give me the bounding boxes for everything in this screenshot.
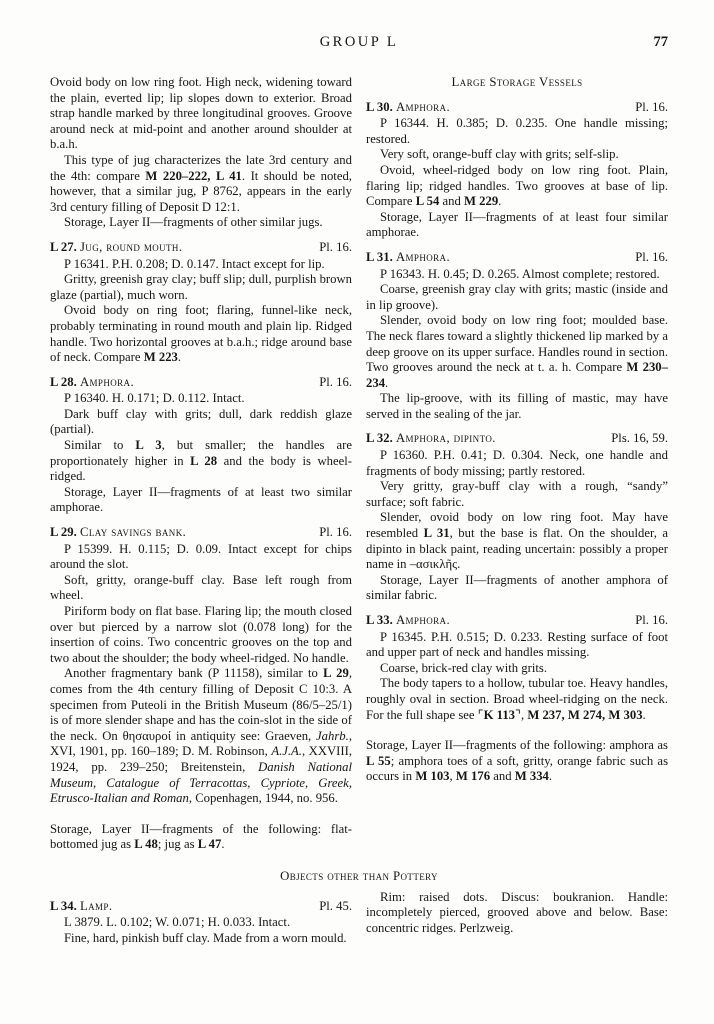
catalog-reference: K 113 — [483, 707, 516, 722]
left-column — [50, 75, 352, 853]
text-segment: Soft, gritty, orange-buff clay. Base left rough from wheel. — [50, 572, 352, 603]
catalog-entry-heading — [366, 100, 668, 116]
entry-number: L 32. — [366, 431, 396, 446]
text-segment: Slender, ovoid body on low ring foot; moulded base. The neck flares toward a slightly thickened lip marked by a deep groove on its upper surface. Handles round in section. Two grooves around the neck at t. a. h. Compare — [366, 313, 668, 375]
entry-title-group — [50, 525, 186, 541]
text-segment: P 16340. H. 0.171; D. 0.112. Intact. — [64, 391, 245, 406]
text-segment: Very soft, orange-buff clay with grits; self-slip. — [380, 147, 619, 162]
text-segment: Piriform body on flat base. Flaring lip; the mouth closed over but pierced by a narrow slot (0.078 long) for the insertion of coins. Two concentric grooves on the top and two about the shoulder; the body wheel-ridged. No handle. — [50, 604, 352, 665]
paragraph — [50, 573, 352, 604]
italic-citation: Danish National Museum, Catalogue of Terracottas, Cypriote, Greek, Etrusco-Italian and Roman — [50, 759, 352, 806]
entry-title-group — [366, 431, 496, 447]
paragraph — [50, 438, 352, 485]
paragraph — [366, 282, 668, 313]
plate-reference: Pl. 16. — [319, 239, 352, 254]
bottom-right-column — [366, 890, 668, 937]
entry-number: L 27. — [50, 239, 80, 254]
text-segment: Another fragmentary bank (P 11158), similar to — [64, 666, 324, 681]
catalog-reference: M 176 — [455, 769, 491, 784]
text-segment: , XXVIII, 1924, pp. 239–250; Breitenstein, — [50, 744, 352, 774]
catalog-reference: L 28 — [190, 453, 218, 468]
catalog-reference: M 230–234 — [366, 360, 668, 390]
text-segment: The lip-groove, with its filling of mastic, may have served in the sealing of the jar. — [366, 391, 668, 421]
text-segment: . — [498, 194, 502, 209]
section-heading: Large Storage Vessels — [451, 75, 583, 89]
text-segment: . — [221, 837, 225, 852]
text-segment: Fine, hard, pinkish buff clay. Made from a worn mould. — [64, 930, 347, 945]
entry-title-group — [366, 613, 450, 629]
text-segment: Storage, Layer II—fragments of at least four similar amphorae. — [366, 209, 668, 240]
paragraph — [50, 604, 352, 666]
text-segment: ; jug as — [157, 837, 198, 852]
catalog-reference: L 3 — [135, 438, 162, 453]
entry-title-group — [50, 240, 182, 256]
bottom-section — [50, 869, 668, 946]
text-segment: Ovoid body on ring foot; flaring, funnel-like neck, probably terminating in round mouth and plain lip. Ridged handle. Two horizontal grooves at b.a.h.; ridge around base of neck. Compare — [50, 303, 352, 365]
text-segment: The body tapers to a hollow, tubular toe. Heavy handles, roughly oval in section. Broad wheel-ridging on the neck. For the full shape see ⌜ — [366, 676, 668, 722]
text-segment: Dark buff clay with grits; dull, dark reddish glaze (partial). — [50, 406, 352, 437]
paragraph — [366, 163, 668, 210]
text-segment: . It should be noted, however, that a similar jug, P 8762, appears in the early 3rd century filling of Deposit D 12:1. — [50, 168, 352, 214]
text-segment: Storage, Layer II—fragments of at least two similar amphorae. — [50, 484, 352, 515]
entry-title: Clay savings bank. — [79, 525, 187, 540]
page-header — [50, 34, 668, 52]
text-segment: Ovoid, wheel-ridged body on low ring foot. Plain, flaring lip; ridged handles. Two grooves at base of lip. Compare — [366, 162, 668, 209]
paragraph — [366, 448, 668, 479]
catalog-reference: L 54 — [415, 194, 440, 209]
paragraph — [50, 391, 352, 407]
catalog-entry-heading — [50, 525, 352, 541]
italic-citation: A.J.A. — [271, 744, 302, 759]
text-segment: , but the base is flat. On the shoulder, a dipinto in black paint, reading uncertain: possibly a proper name in –ασικλῆς. — [366, 526, 669, 572]
catalog-reference: L 29 — [323, 666, 349, 681]
paragraph — [50, 75, 352, 153]
paragraph — [366, 210, 668, 241]
text-segment: P 16344. H. 0.385; D. 0.235. One handle missing; restored. — [366, 116, 668, 146]
paragraph — [50, 272, 352, 303]
paragraph — [366, 313, 668, 391]
running-title: GROUP L — [319, 34, 399, 50]
text-segment: L 3879. L. 0.102; W. 0.071; H. 0.033. Intact. — [64, 915, 291, 930]
text-segment: ; amphora toes of a soft, gritty, orange fabric such as occurs in — [366, 753, 669, 784]
text-segment: , XVI, 1901, pp. 160–189; D. M. Robinson, — [50, 728, 352, 759]
entry-title: Jug, round mouth. — [79, 239, 183, 254]
text-segment: Ovoid body on low ring foot. High neck, widening toward the plain, everted lip; lip slopes down to exterior. Broad strap handle marked by three longitudinal grooves. Groove around neck at mid-point and another around shoulder at b.a.h. — [50, 75, 352, 152]
paragraph — [366, 890, 668, 937]
text-segment: P 16343. H. 0.45; D. 0.265. Almost complete; restored. — [380, 266, 660, 281]
paragraph — [366, 479, 668, 510]
entry-title-group — [366, 100, 450, 116]
text-segment: This type of jug characterizes the late 3rd century and the 4th: compare — [50, 152, 352, 183]
text-segment: Similar to — [64, 438, 136, 453]
text-segment: and — [490, 769, 515, 784]
text-segment: Coarse, brick-red clay with grits. — [380, 660, 548, 675]
entry-number: L 28. — [50, 374, 80, 389]
paragraph — [50, 931, 352, 947]
text-segment: . — [177, 350, 182, 365]
italic-citation: Jahrb. — [316, 728, 349, 743]
entry-number: L 29. — [50, 525, 80, 540]
paragraph — [50, 153, 352, 215]
catalog-reference: M 223 — [143, 350, 178, 365]
text-segment: . — [385, 375, 389, 390]
text-segment: Storage, Layer II—fragments of another amphora of similar fabric. — [366, 572, 668, 603]
text-segment: and — [439, 194, 464, 209]
paragraph — [366, 116, 668, 147]
catalog-reference: M 334 — [514, 769, 549, 784]
catalog-reference: M 103 — [415, 769, 450, 784]
plate-reference: Pl. 16. — [635, 249, 668, 264]
entry-title: Amphora, dipinto. — [395, 431, 496, 446]
text-segment: . — [642, 707, 646, 722]
entry-title-group — [50, 899, 112, 915]
catalog-reference: L 48 — [134, 837, 158, 852]
paragraph — [50, 485, 352, 516]
plate-reference: Pls. 16, 59. — [611, 431, 668, 446]
paragraph — [366, 661, 668, 677]
text-segment: , but smaller; the handles are proportionately higher in — [50, 438, 353, 468]
catalog-entry-heading — [366, 431, 668, 447]
paragraph — [50, 542, 352, 573]
catalog-reference: M 220–222, L 41 — [145, 168, 242, 183]
entry-title: Amphora. — [79, 374, 135, 389]
entry-title: Amphora. — [395, 613, 451, 627]
text-segment: . — [548, 769, 553, 784]
text-segment: , Copenhagen, 1944, no. 956. — [188, 791, 338, 806]
catalog-entry-heading — [366, 613, 668, 629]
entry-number: L 30. — [366, 99, 396, 114]
paragraph — [50, 822, 352, 853]
entry-title-group — [366, 250, 450, 266]
text-segment: Very gritty, gray-buff clay with a rough, “sandy” surface; soft fabric. — [366, 479, 668, 509]
plate-reference: Pl. 45. — [319, 898, 352, 913]
paragraph — [366, 630, 668, 661]
paragraph — [366, 147, 668, 163]
text-segment: Storage, Layer II—fragments of the following: flat-bottomed jug as — [50, 821, 352, 852]
catalog-reference: L 31 — [423, 526, 450, 541]
entry-number: L 33. — [366, 613, 396, 627]
text-segment: Rim: raised dots. Discus: boukranion. Handle: incompletely pierced, grooved above and below. Base: concentric ridges. Perlzweig. — [366, 889, 668, 935]
text-segment: Gritty, greenish gray clay; buff slip; dull, purplish brown glaze (partial), much worn. — [50, 272, 352, 302]
text-segment: P 16360. P.H. 0.41; D. 0.304. Neck, one handle and fragments of body missing; partly restored. — [366, 448, 668, 478]
catalog-reference: M 237, M 274, M 303 — [527, 707, 643, 722]
paragraph — [366, 573, 668, 604]
entry-title: Amphora. — [395, 99, 451, 114]
text-segment: ⌝, — [515, 707, 528, 722]
text-segment: P 16341. P.H. 0.208; D. 0.147. Intact except for lip. — [64, 256, 325, 271]
right-column — [366, 75, 668, 785]
text-segment: P 16345. P.H. 0.515; D. 0.233. Resting surface of foot and upper part of neck and handles missing. — [366, 629, 668, 660]
main-columns — [50, 75, 668, 853]
paragraph — [50, 666, 352, 806]
bottom-columns — [50, 890, 668, 947]
paragraph — [50, 303, 352, 365]
catalog-entry-heading — [366, 250, 668, 266]
catalog-reference: L 47 — [197, 837, 222, 852]
catalog-entry-heading — [50, 899, 352, 915]
plate-reference: Pl. 16. — [635, 613, 668, 627]
text-segment: Coarse, greenish gray clay with grits; mastic (inside and in lip groove). — [366, 282, 668, 312]
catalog-entry-heading — [50, 375, 352, 391]
entry-number: L 31. — [366, 249, 396, 264]
paragraph — [50, 215, 352, 231]
section-heading-objects: Objects other than Pottery — [280, 868, 438, 883]
entry-number: L 34. — [50, 898, 80, 913]
text-segment: Storage, Layer II—fragments of other similar jugs. — [64, 215, 323, 230]
bottom-left-column — [50, 890, 352, 947]
text-segment: , — [449, 769, 456, 784]
plate-reference: Pl. 16. — [635, 99, 668, 114]
paragraph — [366, 267, 668, 283]
catalog-reference: M 229 — [463, 194, 499, 209]
paragraph — [366, 676, 668, 723]
plate-reference: Pl. 16. — [319, 374, 352, 389]
catalog-reference: L 55 — [366, 753, 391, 768]
page-number: 77 — [653, 34, 668, 50]
entry-title-group — [50, 375, 134, 391]
text-segment: , comes from the 4th century filling of Deposit C 10:3. A specimen from Puteoli in the British Museum (86/5–25/1) is of more slender shape and has the coin-slot in the side of the neck. On θησαυροί in antiquity see: Graeven, — [50, 666, 353, 743]
paragraph — [50, 407, 352, 438]
text-segment: Storage, Layer II—fragments of the following: amphora as — [366, 738, 668, 753]
paragraph — [50, 915, 352, 931]
paragraph — [366, 738, 668, 785]
text-segment: and the body is wheel-ridged. — [50, 453, 352, 484]
paragraph — [366, 391, 668, 422]
text-segment: Slender, ovoid body on low ring foot. May have resembled — [366, 510, 668, 541]
text-segment: P 15399. H. 0.115; D. 0.09. Intact except for chips around the slot. — [50, 541, 352, 572]
plate-reference: Pl. 16. — [319, 525, 352, 540]
entry-title: Lamp. — [79, 898, 113, 913]
entry-title: Amphora. — [395, 249, 451, 264]
paragraph — [50, 257, 352, 273]
catalog-entry-heading — [50, 240, 352, 256]
paragraph — [366, 510, 668, 572]
